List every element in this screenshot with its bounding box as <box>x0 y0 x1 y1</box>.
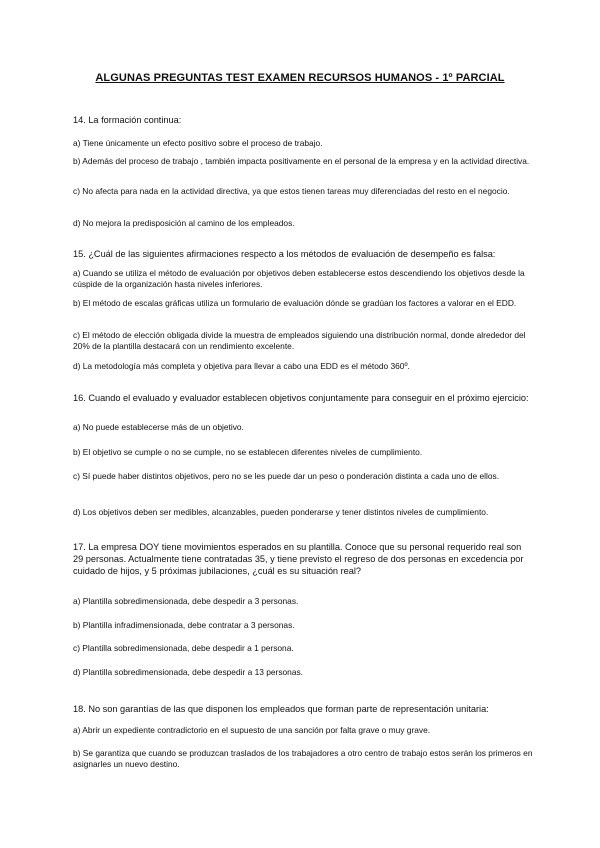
option-c: c) El método de elección obligada divide la muestra de empleados siguiendo una distribución normal, donde alrededor del 20% de la plantilla destacará con un rendimiento excelente. <box>73 330 526 351</box>
question-18 <box>73 703 533 769</box>
question-stem: 14. La formación continua: <box>73 115 182 125</box>
option-b: b) Además del proceso de trabajo , también impacta positivamente en el personal de la empresa y en la actividad directiva. <box>73 156 530 166</box>
option-a: a) Tiene únicamente un efecto positivo sobre el proceso de trabajo. <box>73 138 323 148</box>
option-d: d) No mejora la predisposición al camino de los empleados. <box>73 218 295 228</box>
option-d: d) Plantilla sobredimensionada, debe despedir a 13 personas. <box>73 667 303 677</box>
option-b: b) El método de escalas gráficas utiliza un formulario de evaluación dónde se gradúan los factores a valorar en el EDD. <box>73 298 517 308</box>
question-14 <box>73 114 533 228</box>
option-b: b) Plantilla infradimensionada, debe contratar a 3 personas. <box>73 620 295 630</box>
option-c: c) No afecta para nada en la actividad directiva, ya que estos tienen tareas muy diferenciadas del resto en el negocio. <box>73 186 510 196</box>
question-15 <box>73 248 533 371</box>
option-a: a) Abrir un expediente contradictorio en el supuesto de una sanción por falta grave o muy grave. <box>73 725 431 735</box>
question-stem: 18. No son garantías de las que disponen los empleados que forman parte de representación unitaria: <box>73 704 489 714</box>
option-a: a) No puede establecerse más de un objetivo. <box>73 422 244 432</box>
option-d: d) La metodología más completa y objetiva para llevar a cabo una EDD es el método 360º. <box>73 361 410 371</box>
question-16 <box>73 392 533 517</box>
question-stem: 15. ¿Cuál de las siguientes afirmaciones respecto a los métodos de evaluación de desempeño es falsa: <box>73 249 496 259</box>
document-title: ALGUNAS PREGUNTAS TEST EXAMEN RECURSOS HUMANOS - 1º PARCIAL <box>95 72 505 84</box>
option-c: c) Sí puede haber distintos objetivos, pero no se les puede dar un peso o ponderación distinta a cada uno de ellos. <box>73 471 500 481</box>
question-stem: 16. Cuando el evaluado y evaluador establecen objetivos conjuntamente para conseguir en el próximo ejercicio: <box>73 393 529 403</box>
question-17 <box>73 541 533 677</box>
option-a: a) Plantilla sobredimensionada, debe despedir a 3 personas. <box>73 596 299 606</box>
option-c: c) Plantilla sobredimensionada, debe despedir a 1 persona. <box>73 643 294 653</box>
option-d: d) Los objetivos deben ser medibles, alcanzables, pueden ponderarse y tener distintos niveles de cumplimiento. <box>73 507 489 517</box>
option-b: b) Se garantiza que cuando se produzcan traslados de los trabajadores a otro centro de trabajo estos serán los primeros en asignarles un nuevo destino. <box>73 748 533 769</box>
question-stem: 17. La empresa DOY tiene movimientos esperados en su plantilla. Conoce que su personal requerido real son 29 personas. Actualmente tiene contratadas 35, y tiene previsto el regreso de dos personas en excedencia por cuidado de hijos, y 5 próximas jubilaciones, ¿cuál es su situación real? <box>73 542 524 576</box>
option-b: b) El objetivo se cumple o no se cumple, no se establecen diferentes niveles de cumplimiento. <box>73 447 423 457</box>
option-a: a) Cuando se utiliza el método de evaluación por objetivos deben establecerse estos descendiendo los objetivos desde la cúspide de la organización hasta niveles inferiores. <box>73 268 525 289</box>
